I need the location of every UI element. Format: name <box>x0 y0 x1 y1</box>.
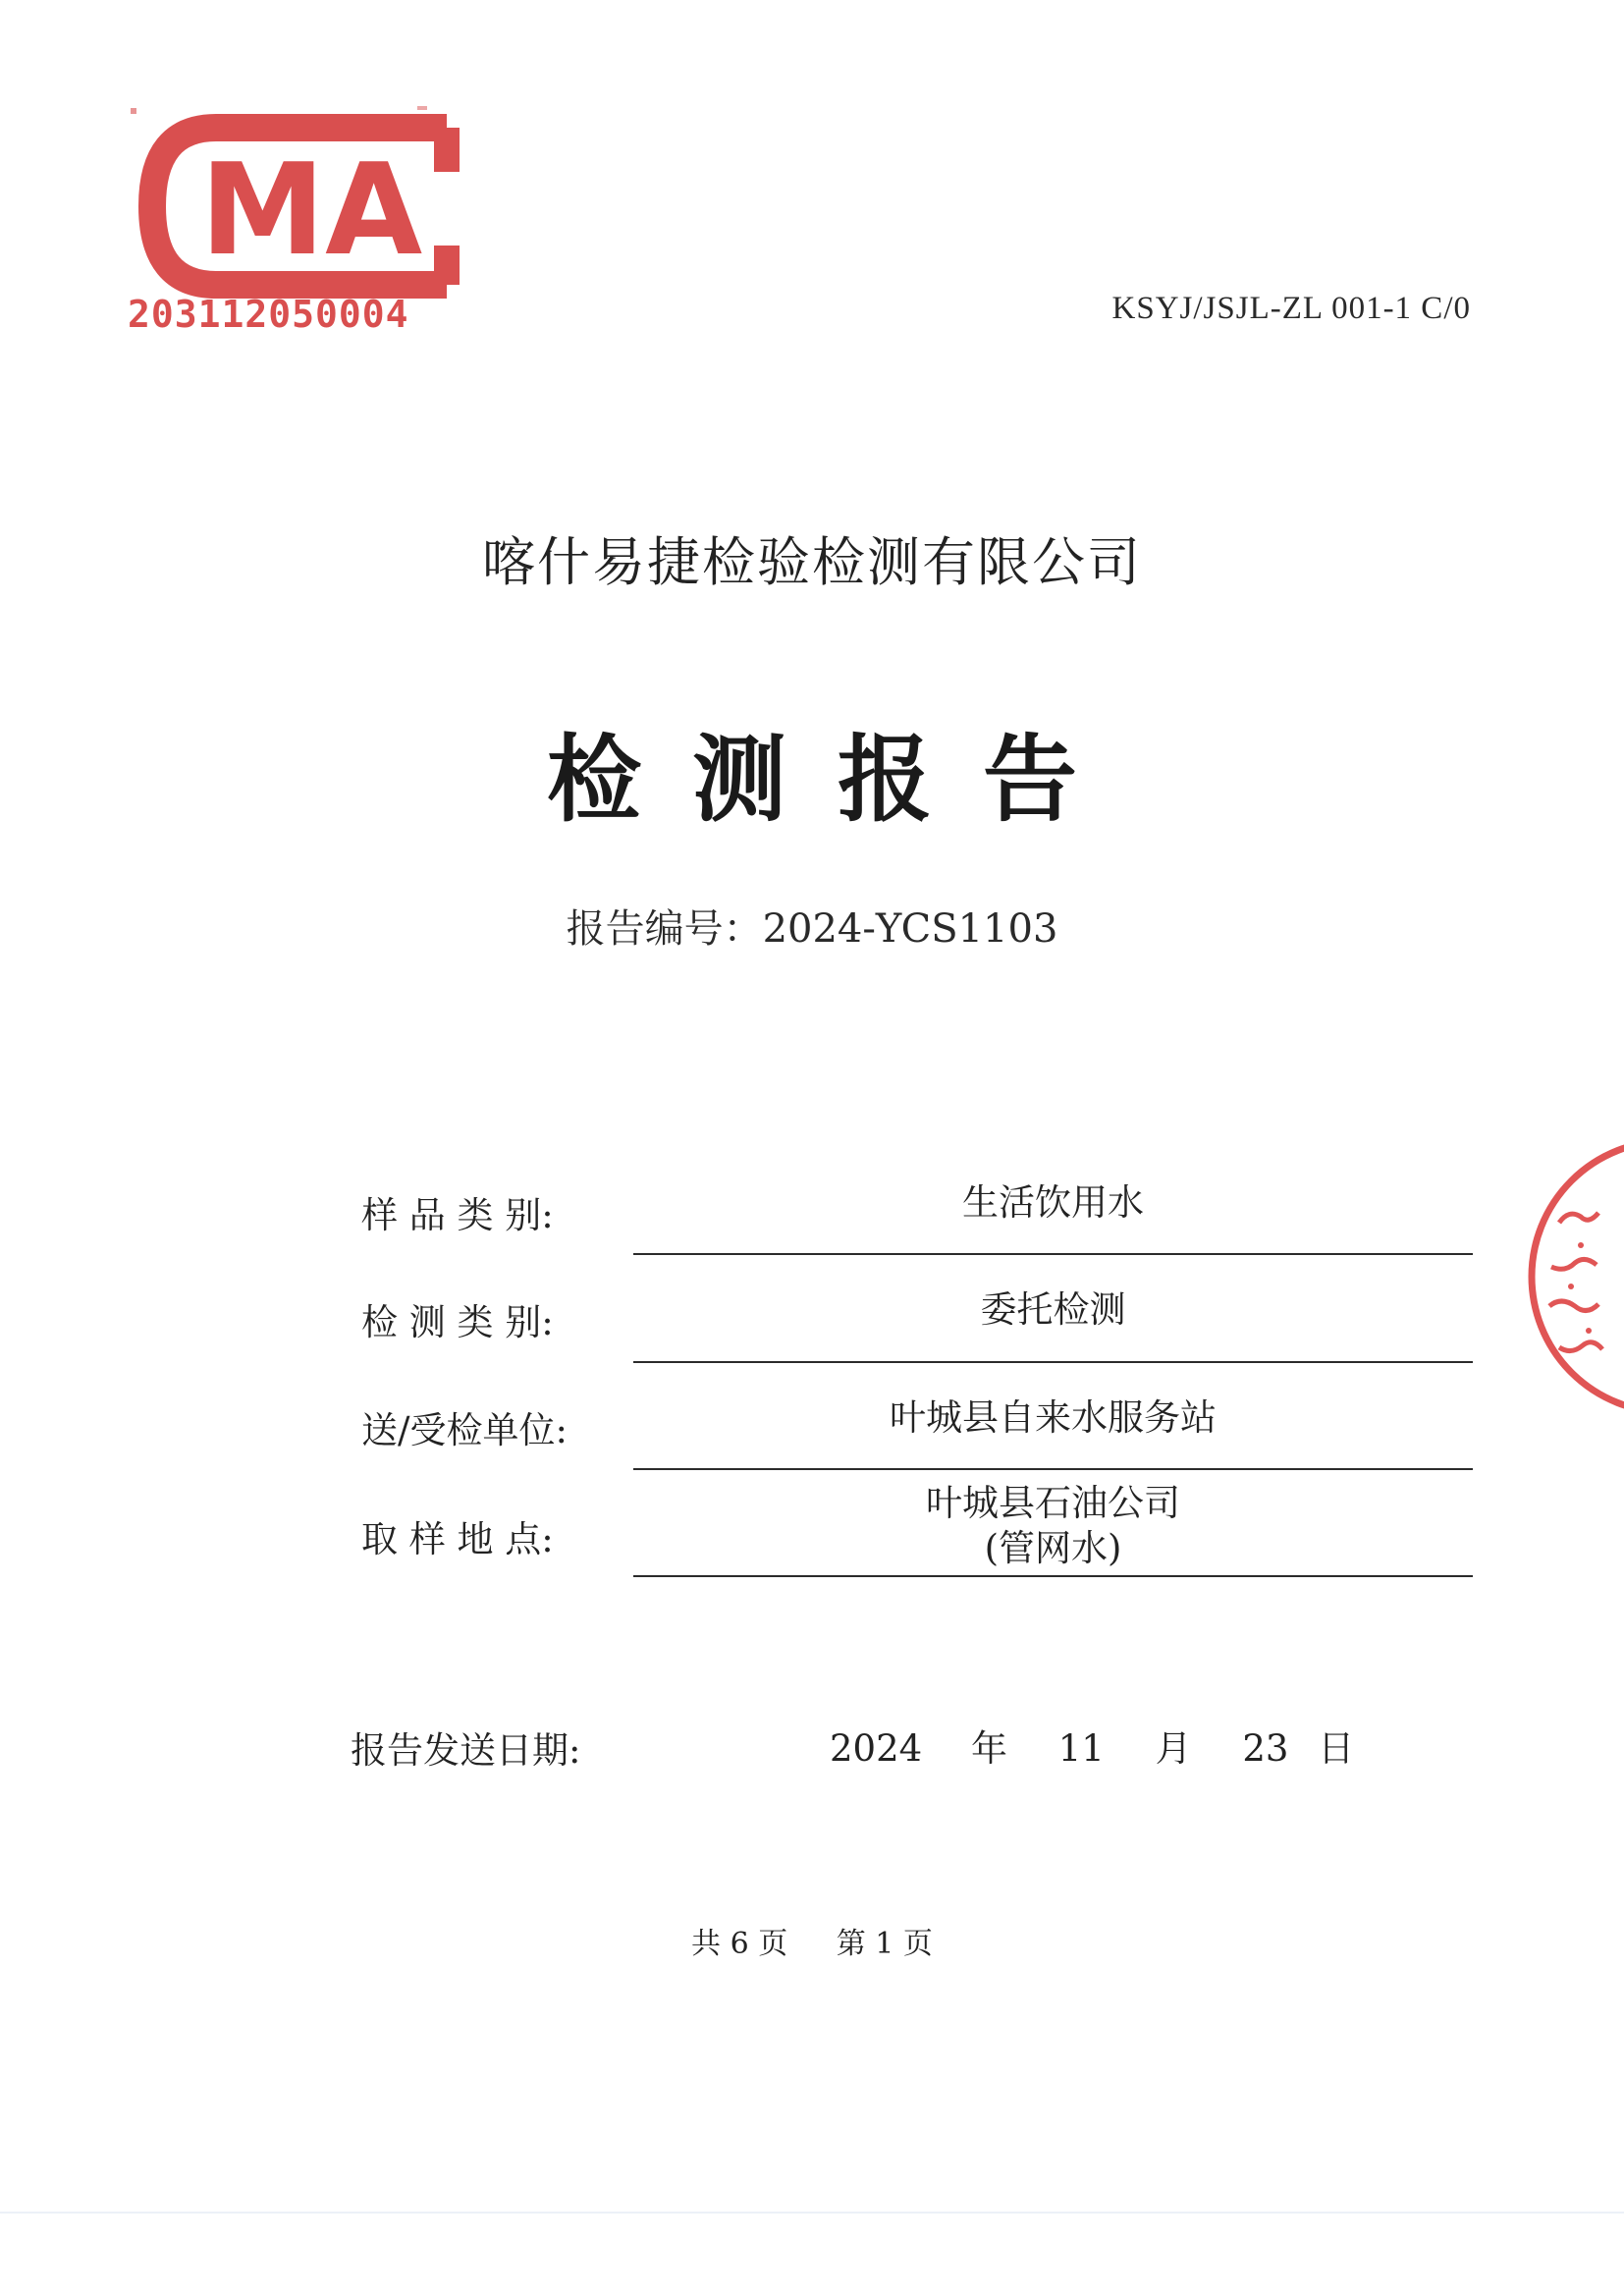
sampling-location-value-line1: 叶城县石油公司 <box>926 1482 1180 1524</box>
client-unit-underline <box>633 1468 1473 1470</box>
report-title: 检测报告 <box>547 724 1128 835</box>
sample-category-value: 生活饮用水 <box>962 1181 1144 1224</box>
send-date-year-unit: 年 <box>970 1727 1007 1770</box>
official-seal-partial <box>1520 1129 1624 1424</box>
sampling-location-underline <box>633 1575 1473 1577</box>
document-code: KSYJ/JSJL-ZL 001-1 C/0 <box>1111 291 1471 326</box>
send-date <box>830 1719 1354 1772</box>
scan-edge-artifact <box>0 2210 1624 2217</box>
sample-category-label: 样 品 类 别: <box>361 1194 554 1236</box>
send-date-label: 报告发送日期: <box>351 1729 581 1772</box>
client-unit-value: 叶城县自来水服务站 <box>890 1396 1217 1439</box>
page-total: 共 6 页 <box>691 1927 788 1961</box>
send-date-month: 11 <box>1057 1727 1105 1770</box>
page-counter <box>0 1919 1624 1962</box>
client-unit-label: 送/受检单位: <box>361 1409 568 1451</box>
sampling-location-value-line2: (管网水) <box>984 1527 1122 1569</box>
report-number: 报告编号：2024-YCS1103 <box>566 906 1058 952</box>
svg-text:MA: MA <box>199 137 423 284</box>
test-category-value: 委托检测 <box>980 1288 1126 1331</box>
page-current: 第 1 页 <box>836 1927 933 1961</box>
sample-category-underline <box>633 1253 1473 1255</box>
test-category-label: 检 测 类 别: <box>361 1301 554 1343</box>
sampling-location-label: 取 样 地 点: <box>361 1518 554 1560</box>
send-date-day-unit: 日 <box>1318 1727 1355 1770</box>
cma-certificate-number: 203112050004 <box>128 293 409 336</box>
send-date-day: 23 <box>1242 1727 1289 1770</box>
test-category-underline <box>633 1361 1473 1363</box>
send-date-year: 2024 <box>830 1727 923 1770</box>
company-name: 喀什易捷检验检测有限公司 <box>482 531 1142 593</box>
send-date-month-unit: 月 <box>1155 1727 1192 1770</box>
